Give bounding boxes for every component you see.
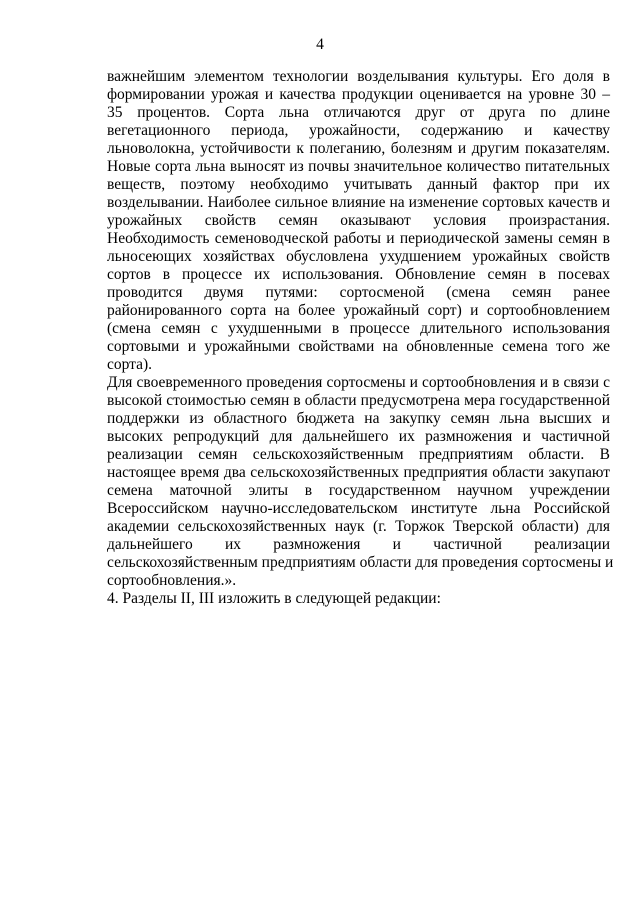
text-line: вегетационного периода, урожайности, содержанию и качеству xyxy=(107,122,610,139)
text-line: урожайных свойств семян оказывают условия произрастания. xyxy=(107,212,610,229)
text-line: Всероссийском научно-исследовательском институте льна Российской xyxy=(107,500,610,517)
paragraph-sections-amendment xyxy=(107,590,610,608)
text-line: высоких репродукций для дальнейшего их размножения и частичной xyxy=(107,428,610,445)
text-line: сортов в процессе их использования. Обновление семян в посевах xyxy=(107,266,610,283)
text-line: поддержки из областного бюджета на закупку семян льна высших и xyxy=(107,410,610,427)
text-line: 35 процентов. Сорта льна отличаются друг от друга по длине xyxy=(107,104,610,121)
text-line: реализации семян сельскохозяйственным предприятиям области. В xyxy=(107,446,610,463)
text-line: формировании урожая и качества продукции оценивается на уровне 30 – xyxy=(107,86,610,103)
text-line: веществ, поэтому необходимо учитывать данный фактор при их xyxy=(107,176,610,193)
text-line: проводится двумя путями: сортосменой (смена семян ранее xyxy=(107,284,610,301)
text-line: академии сельскохозяйственных наук (г. Торжок Тверской области) для xyxy=(107,518,610,535)
text-line: Для своевременного проведения сортосмены и сортообновления и в связи с xyxy=(107,374,610,391)
text-line: дальнейшего их размножения и частичной реализации xyxy=(107,536,610,553)
document-body xyxy=(107,68,614,608)
text-line: Новые сорта льна выносят из почвы значительное количество питательных xyxy=(107,158,610,175)
text-line: возделывании. Наиболее сильное влияние на изменение сортовых качеств и xyxy=(107,194,610,211)
text-line: Необходимость семеноводческой работы и периодической замены семян в xyxy=(107,230,610,247)
paragraph-state-support xyxy=(107,374,614,590)
text-line: сельскохозяйственным предприятиям области для проведения сортосмены и xyxy=(107,554,614,571)
text-line: районированного сорта на более урожайный сорт) и сортообновлением xyxy=(107,302,610,319)
text-line: (смена семян с ухудшенными в процессе длительного использования xyxy=(107,320,610,337)
text-line: важнейшим элементом технологии возделывания культуры. Его доля в xyxy=(107,68,610,85)
text-line: сортовыми и урожайными свойствами на обновленные семена того же xyxy=(107,338,610,355)
page-number: 4 xyxy=(316,36,324,53)
paragraph-variety-characteristics xyxy=(107,68,610,158)
text-line: высокой стоимостью семян в области предусмотрена мера государственной xyxy=(107,392,610,409)
text-line: льноволокна, устойчивости к полеганию, болезням и другим показателям. xyxy=(107,140,610,157)
text-line: семена маточной элиты в государственном научном учреждении xyxy=(107,482,610,499)
text-line: сортообновления.». xyxy=(107,572,237,589)
text-line: льносеющих хозяйствах обусловлена ухудшением урожайных свойств xyxy=(107,248,610,265)
text-line: 4. Разделы II, III изложить в следующей редакции: xyxy=(107,590,441,607)
text-line: настоящее время два сельскохозяйственных предприятия области закупают xyxy=(107,464,610,481)
paragraph-seed-renewal xyxy=(107,158,610,374)
text-line: сорта). xyxy=(107,356,153,373)
